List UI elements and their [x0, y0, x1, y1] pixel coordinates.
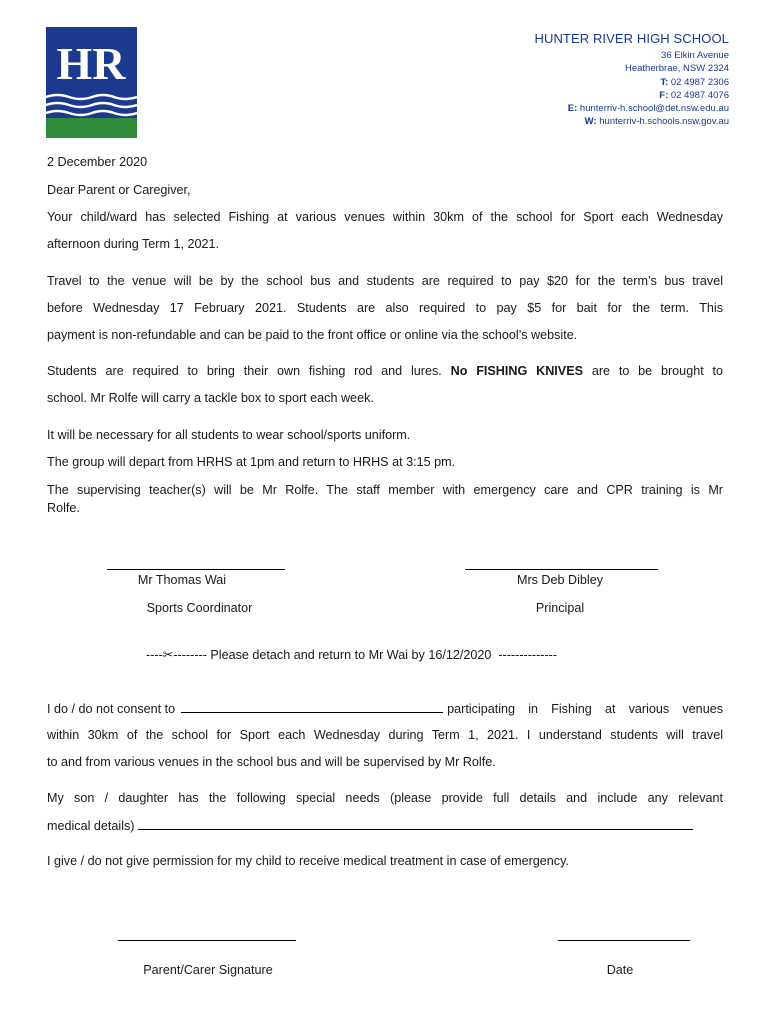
needs-line1: My son / daughter has the following special needs (please provide full details and include any relevant — [47, 791, 723, 805]
detach-line — [146, 647, 557, 662]
consent-line2: within 30km of the school for Sport each Wednesday during Term 1, 2021. I understand students will travel — [47, 728, 723, 742]
coordinator-title: Sports Coordinator — [146, 601, 253, 615]
school-logo-graphic — [46, 27, 137, 138]
needs-line2 — [47, 818, 693, 833]
address-line-2: Heatherbrae, NSW 2324 — [624, 63, 729, 74]
para3-part-a: Students are required to bring their own fishing rod and lures. — [47, 364, 442, 378]
web-address[interactable]: hunterriv-h.schools.nsw.gov.au — [599, 116, 729, 127]
letter-date: 2 December 2020 — [47, 155, 148, 169]
web-label: W: — [584, 116, 597, 127]
para2-line1: Travel to the venue will be by the school bus and students are required to pay $20 for the term’s bus travel — [47, 274, 723, 288]
para3-part-c: are to be brought to — [591, 364, 724, 378]
principal-title: Principal — [535, 601, 585, 615]
fax-number: 02 4987 4076 — [670, 90, 729, 101]
special-needs-field[interactable] — [138, 818, 693, 830]
detach-prefix: ---- — [146, 648, 163, 662]
consent-line3: to and from various venues in the school bus and will be supervised by Mr Rolfe. — [47, 755, 496, 769]
consent-suffix: participating in Fishing at various venues — [447, 702, 723, 716]
para3-line2: school. Mr Rolfe will carry a tackle box to sport each week. — [47, 391, 374, 405]
consent-line1 — [47, 701, 723, 716]
para6-line1: The supervising teacher(s) will be Mr Rolfe. The staff member with emergency care and CPR training is Mr — [47, 483, 723, 497]
email-address[interactable]: hunterriv-h.school@det.nsw.edu.au — [579, 103, 729, 114]
letter-greeting: Dear Parent or Caregiver, — [47, 183, 191, 197]
para1-line1: Your child/ward has selected Fishing at various venues within 30km of the school for Sport each Wednesday — [47, 210, 723, 224]
address-line-1: 36 Elkin Avenue — [661, 50, 729, 61]
principal-signature-line — [465, 569, 658, 570]
school-logo — [46, 27, 137, 138]
logo-monogram: HR — [56, 38, 126, 89]
fax-label: F: — [659, 90, 669, 101]
date-signature-line[interactable] — [558, 940, 690, 941]
para6-line2: Rolfe. — [47, 501, 80, 515]
parent-signature-label: Parent/Carer Signature — [143, 963, 273, 977]
no-knives-warning: No FISHING KNIVES — [450, 364, 583, 378]
school-name: HUNTER RIVER HIGH SCHOOL — [534, 31, 729, 46]
medical-permission: I give / do not give permission for my child to receive medical treatment in case of emergency. — [47, 854, 569, 868]
phone-number: 02 4987 2306 — [670, 77, 729, 88]
parent-signature-line[interactable] — [118, 940, 296, 941]
uniform-note: It will be necessary for all students to wear school/sports uniform. — [47, 428, 411, 442]
para2-line2: before Wednesday 17 February 2021. Students are also required to pay $5 for bait for the term. This — [47, 301, 723, 315]
email-label: E: — [567, 103, 578, 114]
fax-line — [659, 90, 729, 101]
email-line — [568, 103, 729, 114]
detach-suffix: -------------- — [498, 648, 558, 662]
para1-line2: afternoon during Term 1, 2021. — [47, 237, 219, 251]
principal-name: Mrs Deb Dibley — [516, 573, 604, 587]
consent-prefix: I do / do not consent to — [47, 702, 176, 716]
departure-note: The group will depart from HRHS at 1pm and return to HRHS at 3:15 pm. — [47, 455, 456, 469]
para3-line1 — [47, 364, 723, 378]
phone-line — [660, 77, 729, 88]
needs-label: medical details) — [47, 819, 135, 833]
coordinator-signature-line — [107, 569, 285, 570]
web-line — [585, 116, 729, 127]
date-label: Date — [606, 963, 634, 977]
child-name-field[interactable] — [181, 701, 443, 713]
scissors-icon: ✂ — [162, 648, 174, 662]
coordinator-name: Mr Thomas Wai — [137, 573, 227, 587]
phone-label: T: — [660, 77, 669, 88]
para2-line3: payment is non-refundable and can be paid to the front office or online via the school’s website. — [47, 328, 578, 342]
detach-text: -------- Please detach and return to Mr Wai by 16/12/2020 — [173, 648, 492, 662]
